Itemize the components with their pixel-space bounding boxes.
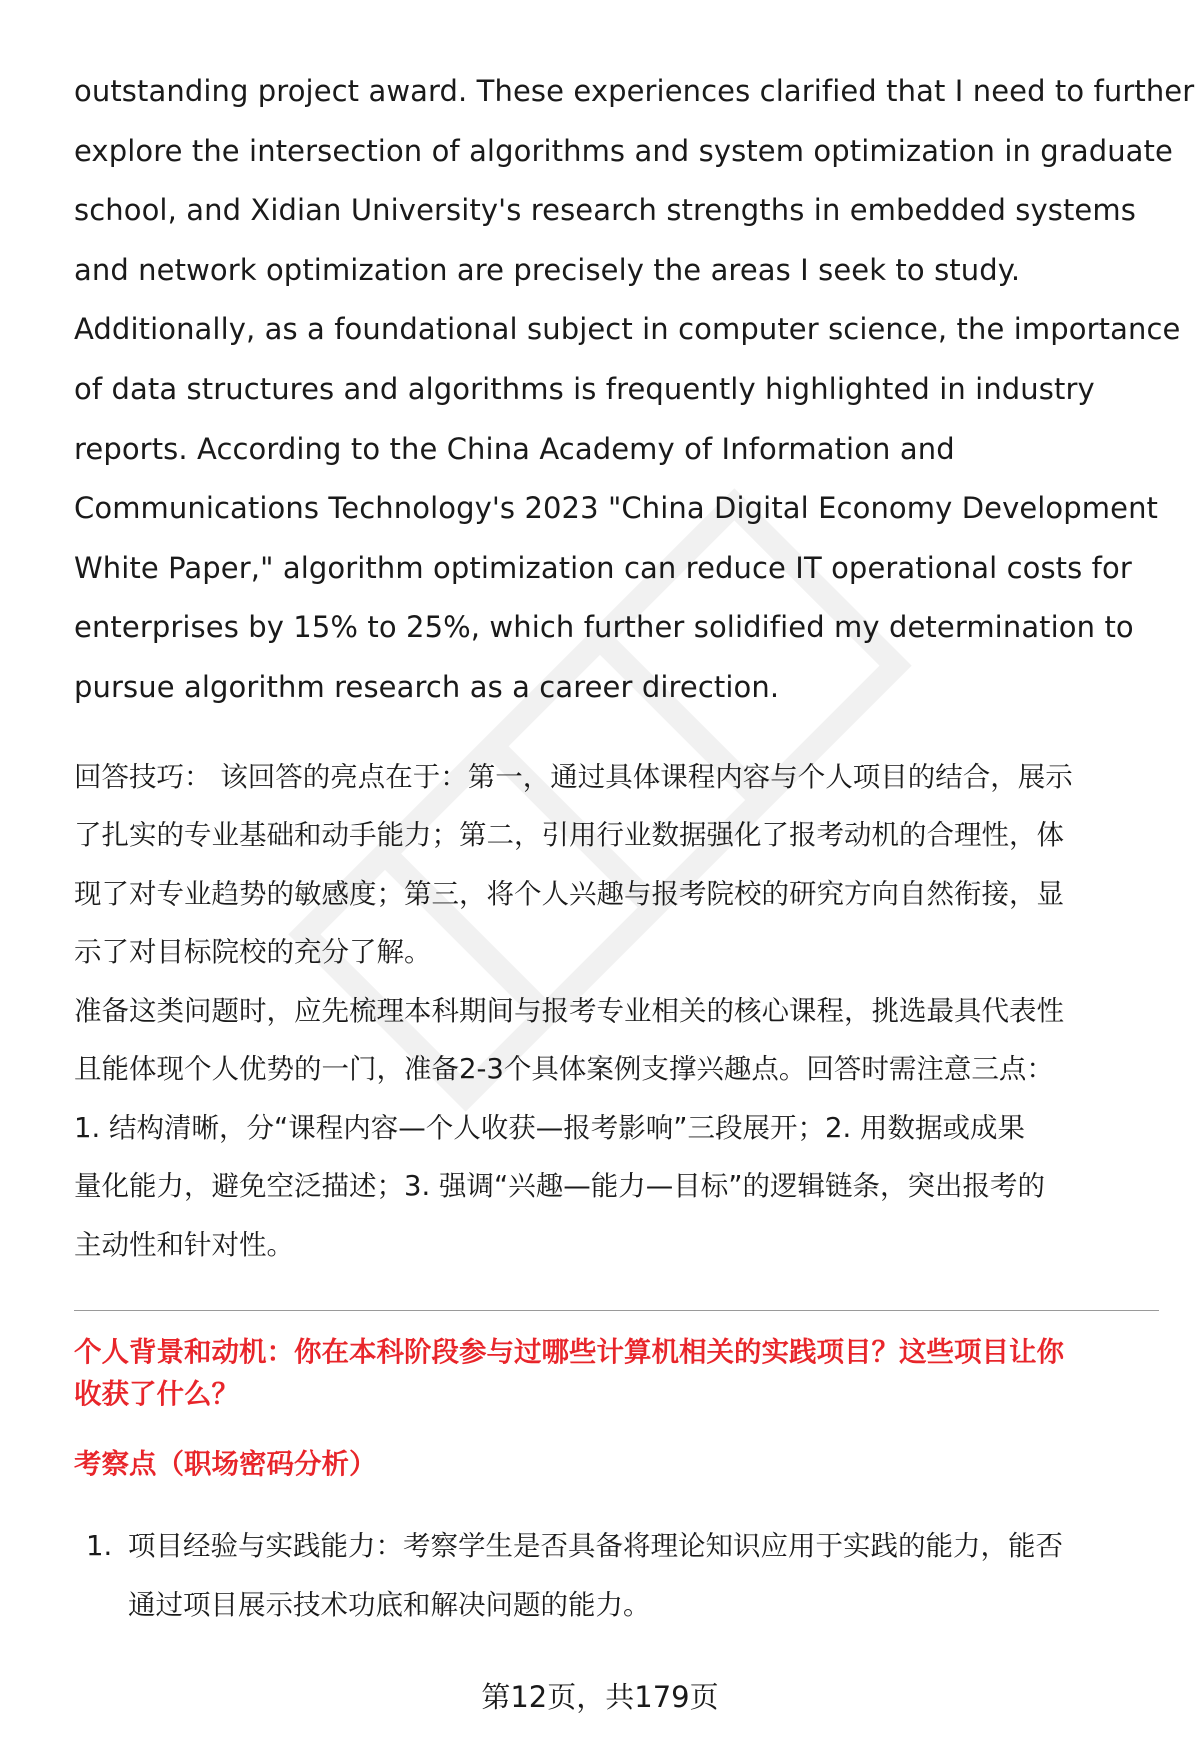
list-item-line: 通过项目展示技术功底和解决问题的能力。 bbox=[128, 1588, 651, 1621]
assessment-points-list bbox=[74, 1517, 1159, 1634]
paragraph-line: school, and Xidian University's research strengths in embedded systems bbox=[74, 193, 1136, 228]
paragraph-line: and network optimization are precisely the areas I seek to study. bbox=[74, 252, 1021, 287]
paragraph-line: reports. According to the China Academy of Information and bbox=[74, 431, 955, 466]
page-number-footer: 第12页，共179页 bbox=[481, 1680, 719, 1714]
list-item bbox=[74, 1517, 1159, 1634]
tips-line: 1. 结构清晰，分“课程内容—个人收获—报考影响”三段展开；2. 用数据或成果 bbox=[74, 1111, 1025, 1144]
paragraph-line: Additionally, as a foundational subject in computer science, the importance bbox=[74, 312, 1181, 347]
section-title: 考察点（职场密码分析） bbox=[74, 1448, 377, 1481]
list-item-line: 项目经验与实践能力：考察学生是否具备将理论知识应用于实践的能力，能否 bbox=[128, 1530, 1063, 1563]
tips-line: 示了对目标院校的充分了解。 bbox=[74, 936, 432, 969]
paragraph-line: enterprises by 15% to 25%, which further solidified my determination to bbox=[74, 610, 1134, 645]
question-line: 收获了什么？ bbox=[74, 1378, 239, 1411]
tips-line: 了扎实的专业基础和动手能力；第二，引用行业数据强化了报考动机的合理性，体 bbox=[74, 819, 1064, 852]
tips-line: 量化能力，避免空泛描述；3. 强调“兴趣—能力—目标”的逻辑链条，突出报考的 bbox=[74, 1170, 1045, 1203]
question-heading bbox=[74, 1331, 1159, 1415]
section-divider bbox=[74, 1310, 1159, 1311]
question-line: 个人背景和动机：你在本科阶段参与过哪些计算机相关的实践项目？这些项目让你 bbox=[74, 1336, 1064, 1369]
tips-line: 回答技巧： 该回答的亮点在于：第一，通过具体课程内容与个人项目的结合，展示 bbox=[74, 760, 1073, 793]
paragraph-line: outstanding project award. These experiences clarified that I need to further bbox=[74, 74, 1195, 108]
tips-line: 且能体现个人优势的一门，准备2-3个具体案例支撑兴趣点。回答时需注意三点： bbox=[74, 1053, 1054, 1086]
paragraph-line: explore the intersection of algorithms and system optimization in graduate bbox=[74, 133, 1173, 168]
tips-line: 主动性和针对性。 bbox=[74, 1228, 294, 1261]
paragraph-line: pursue algorithm research as a career direction. bbox=[74, 669, 780, 704]
tips-line: 现了对专业趋势的敏感度；第三，将个人兴趣与报考院校的研究方向自然衔接，显 bbox=[74, 877, 1064, 910]
answer-tips bbox=[74, 748, 1159, 1275]
continuation-paragraph bbox=[74, 62, 1195, 718]
tips-line: 准备这类问题时，应先梳理本科期间与报考专业相关的核心课程，挑选最具代表性 bbox=[74, 994, 1064, 1027]
paragraph-line: White Paper," algorithm optimization can reduce IT operational costs for bbox=[74, 550, 1132, 585]
paragraph-line: Communications Technology's 2023 "China Digital Economy Development bbox=[74, 491, 1159, 526]
paragraph-line: of data structures and algorithms is frequently highlighted in industry bbox=[74, 371, 1095, 406]
document-page bbox=[74, 62, 1195, 1634]
list-item-number: 1. bbox=[86, 1530, 113, 1563]
tips-paragraph bbox=[74, 748, 1159, 1275]
